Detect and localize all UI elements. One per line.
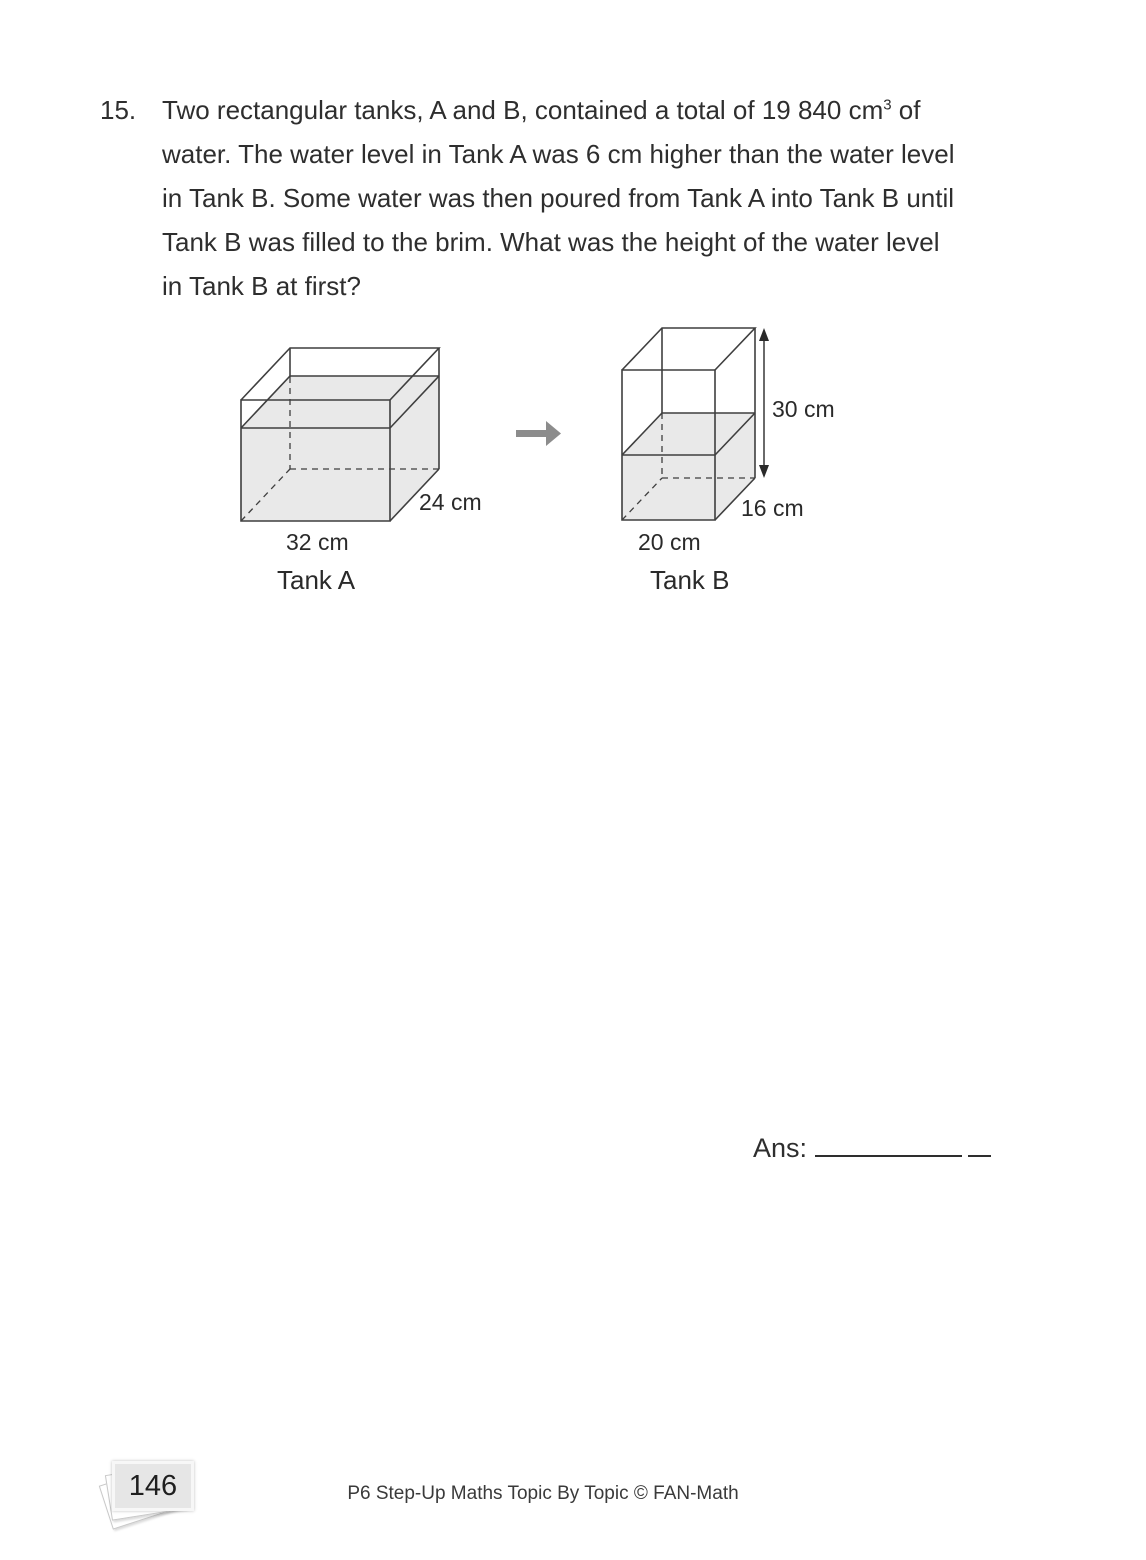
tank-a-length-label: 32 cm: [286, 529, 349, 555]
question-block: [100, 88, 1002, 308]
tank-b-title: Tank B: [650, 565, 730, 595]
cубic-cm-superscript: 3: [883, 96, 892, 114]
question-line-1: [162, 88, 1002, 132]
transfer-arrow-icon: [516, 421, 561, 446]
question-line-1-tail: of: [891, 95, 921, 125]
answer-blank-line-end: [968, 1130, 991, 1157]
tanks-diagram: [0, 315, 1146, 610]
answer-blank-line: [815, 1130, 962, 1157]
question-line-3: in Tank B. Some water was then poured from Tank A into Tank B until: [162, 183, 955, 213]
answer-area: [753, 1130, 991, 1164]
question-line-4: Tank B was filled to the brim. What was the height of the water level: [162, 227, 940, 257]
tank-a-water-front: [241, 428, 390, 521]
question-line-5: in Tank B at first?: [162, 271, 361, 301]
question-text: [162, 88, 1002, 308]
tank-b-height-label: 30 cm: [772, 396, 835, 422]
question-number: 15.: [100, 95, 137, 125]
answer-label: Ans:: [753, 1133, 808, 1163]
height-dimension-arrow-icon: [759, 328, 769, 478]
question-line-2: water. The water level in Tank A was 6 cm higher than the water level: [162, 139, 955, 169]
question-line-1-text: Two rectangular tanks, A and B, contained a total of 19 840 cm: [162, 95, 884, 125]
tank-b-water-front: [622, 455, 715, 520]
tank-a-width-label: 24 cm: [419, 489, 482, 515]
page-number: 146: [128, 1469, 178, 1502]
tank-b-width-label: 16 cm: [741, 495, 804, 521]
tank-b-shape: [622, 328, 755, 520]
tank-a-title: Tank A: [277, 565, 356, 595]
tank-b-length-label: 20 cm: [638, 529, 701, 555]
footer-text: P6 Step-Up Maths Topic By Topic © FAN-Math: [347, 1483, 739, 1504]
tank-a-shape: [241, 348, 439, 521]
tanks-diagram-svg: [0, 315, 1146, 610]
